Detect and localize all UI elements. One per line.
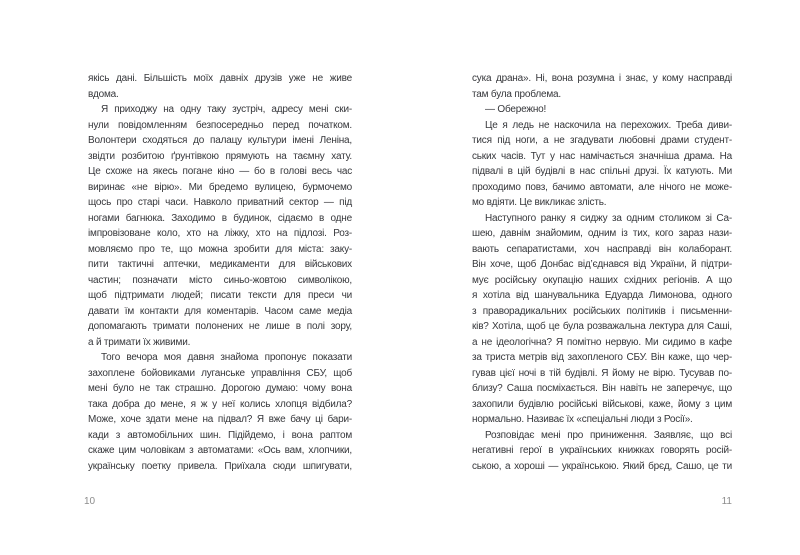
text-line: імпровізоване коло, хто на ліжку, хто на підлозі. Роз- xyxy=(88,228,352,239)
text-line: Це я ледь не наскочила на перехожих. Треба диви- xyxy=(485,119,732,131)
text-line: близу? Саша посміхається. Він навіть не заперечує, що xyxy=(472,383,732,394)
text-line: гував цієї ночі в тій будівлі. Я йому не вірю. Тусував по- xyxy=(472,367,732,379)
text-line: ською, а хороші — українською. Який брєд, Сашо, це ти xyxy=(472,460,732,472)
text-line: Того вечора моя давня знайома пропонує показати xyxy=(101,352,352,363)
text-line: нормально. Називає їх «спеціальні люди з Росії». xyxy=(472,414,693,425)
text-line: шею, давнім знайомим, одним із тих, кого зараз нази- xyxy=(472,228,732,239)
text-line: сука драна». Ні, вона розумна і знає, у кому насправді xyxy=(472,73,732,84)
text-line: проходимо повз, бачимо автомати, але нічого не може- xyxy=(472,181,732,193)
text-line: кади з автомобільних шин. Підійдемо, і вона раптом xyxy=(88,429,352,441)
text-line: вдома. xyxy=(88,88,119,100)
text-line: а й тримати їх живими. xyxy=(88,336,191,348)
text-line: мені було не так страшно. Дорогою думаю: чому вона xyxy=(88,383,352,394)
text-line: ських часів. Тут у нас намічається значніша драма. На xyxy=(472,150,732,162)
text-line: ків? Хотіла, щоб це була розважальна лектура для Саші, xyxy=(472,321,732,332)
text-line: Він хоче, щоб Донбас від’єднався від України, й підтри- xyxy=(472,259,732,270)
text-line: за триста метрів від захопленого СБУ. Він каже, що чер- xyxy=(472,352,732,363)
text-line: Волонтери сходяться до палацу культури імені Леніна, xyxy=(88,135,352,146)
text-line: така добра до мене, я ж у неї колись хлопця відбила? xyxy=(88,398,352,410)
text-line: скаже цим чоловікам з автоматами: «Ось вам, хлопчики, xyxy=(88,445,352,456)
text-line: щось про старі часи. Навколо приватний сектор — під xyxy=(88,197,352,208)
text-line: з праворадикальних російських політиків і письменни- xyxy=(472,305,732,317)
text-line: вають сепаратистами, хоч насправді він колаборант. xyxy=(472,243,732,255)
text-line: там була проблема. xyxy=(472,88,561,100)
text-line: давати їм контакти для коментарів. Часом саме медіа xyxy=(88,305,352,317)
text-line: щоб підтримати людей; писати тексти для преси чи xyxy=(88,290,352,301)
text-line: частин; позначати місто синьо-жовтою символікою, xyxy=(88,274,352,286)
text-line: Це схоже на якесь погане кіно — бо в голові весь час xyxy=(88,166,352,177)
right-page-text xyxy=(472,71,732,474)
text-line: пити тактичні аптечки, медикаменти для військових xyxy=(88,259,352,270)
text-line: мує російську окупацію наших східних регіонів. А що xyxy=(472,274,732,286)
text-line: захопили будівлю російські військові, каже, йому з цим xyxy=(472,398,732,410)
text-line: Наступного ранку я сиджу за одним столиком зі Са- xyxy=(485,212,732,224)
left-page-number: 10 xyxy=(84,496,96,507)
text-line: тися під ноги, а не згадувати любовні драми студент- xyxy=(472,135,732,146)
text-line: негативні герої в українських книжках говорять росій- xyxy=(472,445,732,456)
text-line: мо вдіяти. Це викликає злість. xyxy=(472,197,607,208)
text-line: Розповідає мені про приниження. Заявляє, що всі xyxy=(485,429,732,441)
text-line: якісь дані. Більшість моїх давніх друзів уже не живе xyxy=(88,73,352,84)
text-line: а не ідеологічна? Я помітно нервую. Ми сидимо в кафе xyxy=(472,336,732,348)
text-line: я хотіла від шанувальника Едуарда Лимонова, одного xyxy=(472,290,732,301)
text-line: мовляємо про те, що можна зробити для міста: заку- xyxy=(88,243,352,255)
text-line: — Обережно! xyxy=(485,104,547,115)
text-line: Може, хоче здати мене на підвал? Я вже бачу ці бари- xyxy=(88,414,352,425)
text-line: звідти розбитою ґрунтівкою прямують на таємну хату. xyxy=(88,150,352,162)
right-page xyxy=(400,0,800,555)
text-line: Я приходжу на одну таку зустріч, адресу мені ски- xyxy=(101,104,352,115)
text-line: виринає «не вірю». Ми бредемо вулицею, бурмочемо xyxy=(88,181,352,193)
text-line: ногами багнюка. Заходимо в будинок, сідаємо в одне xyxy=(88,212,352,224)
text-line: підвалі в цій будівлі в нас спільні друзі. Їх катують. Ми xyxy=(472,166,732,177)
text-line: допомагають тримати полонених не лише в полі зору, xyxy=(88,321,352,332)
right-page-number: 11 xyxy=(721,496,732,507)
left-page-text xyxy=(88,71,352,474)
text-line: захоплене бойовиками луганське управління СБУ, щоб xyxy=(88,367,352,379)
text-line: українську поетку привела. Приїхала сюди шпигувати, xyxy=(88,460,352,472)
text-line: нули повідомленням безпосередньо перед початком. xyxy=(88,119,352,131)
